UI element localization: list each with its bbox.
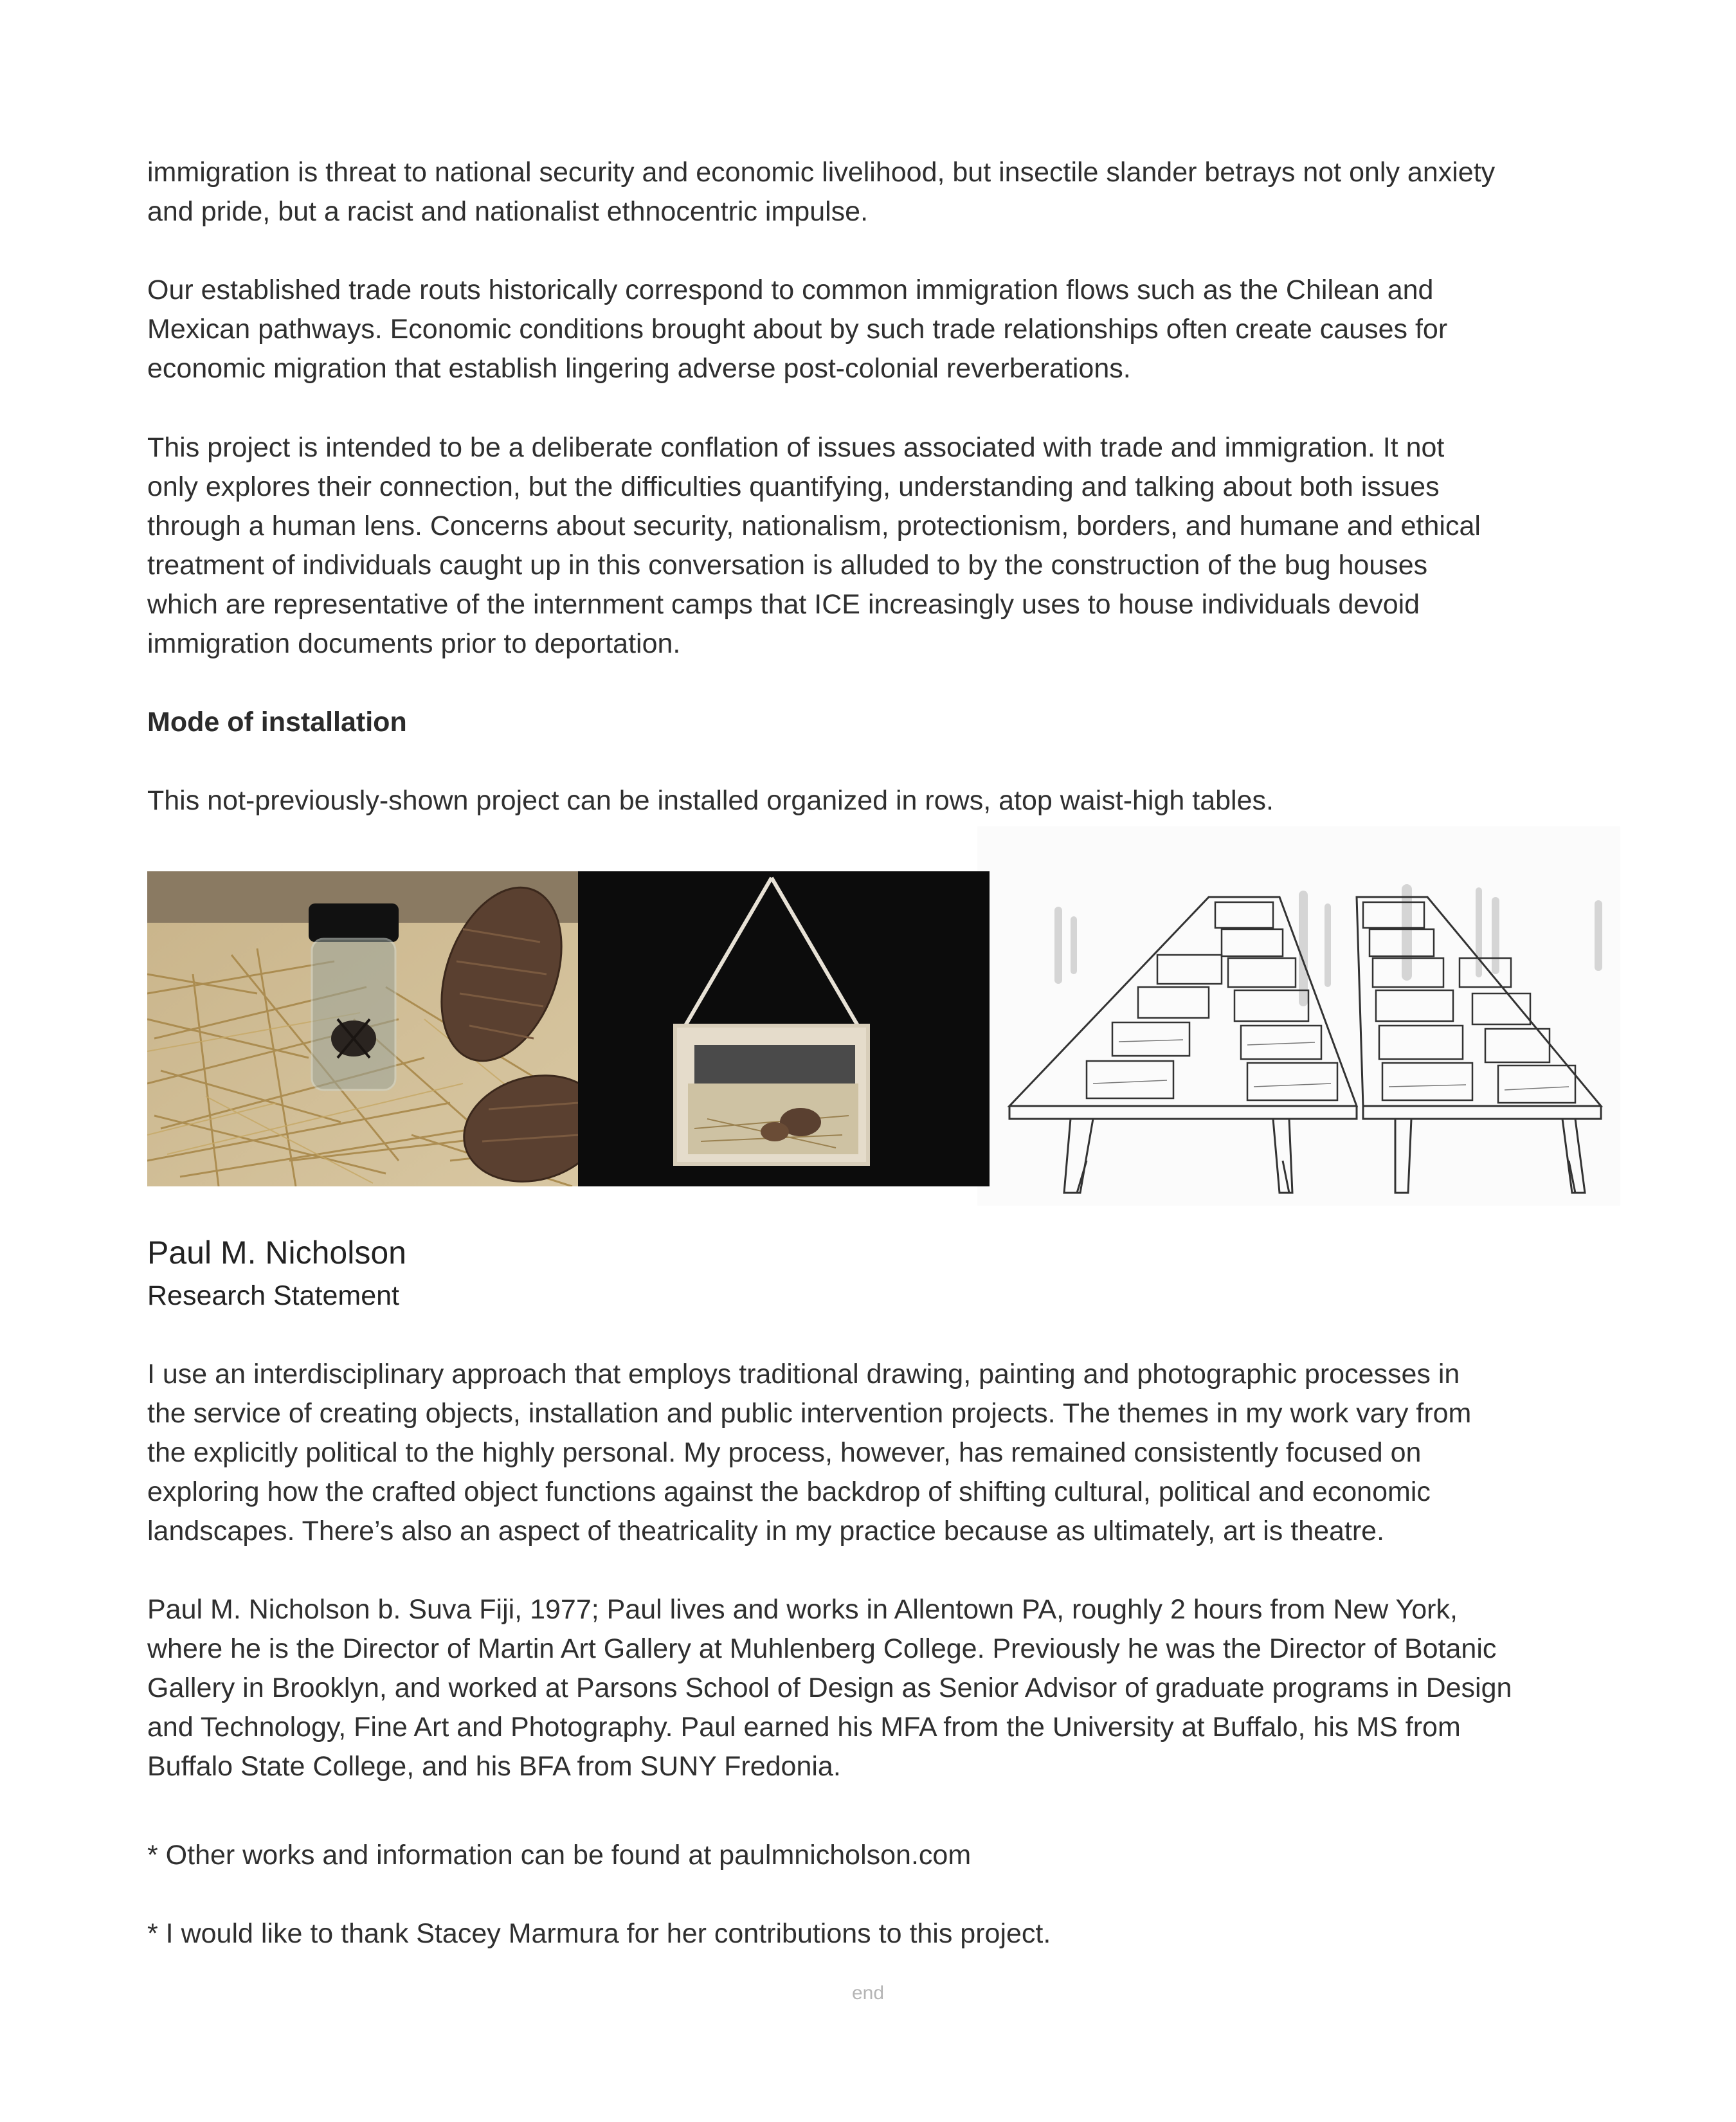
text-line: Buffalo State College, and his BFA from SUNY Fredonia. — [147, 1751, 841, 1782]
photo-bug-house — [578, 871, 990, 1186]
text-line: only explores their connection, but the difficulties quantifying, understanding and talking about both issues — [147, 471, 1440, 502]
text-line: Paul M. Nicholson b. Suva Fiji, 1977; Paul lives and works in Allentown PA, roughly 2 hours from New York, — [147, 1594, 1458, 1625]
text-line: * I would like to thank Stacey Marmura for her contributions to this project. — [147, 1918, 1051, 1949]
document-subtitle: Research Statement — [147, 1280, 399, 1311]
text-line: treatment of individuals caught up in this conversation is alluded to by the construction of the bug houses — [147, 550, 1428, 581]
text-line: landscapes. There’s also an aspect of theatricality in my practice because as ultimately, art is theatre. — [147, 1516, 1385, 1546]
note-website — [147, 1836, 1626, 1875]
text-line: which are representative of the internment camps that ICE increasingly uses to house individuals devoid — [147, 589, 1420, 620]
text-line: immigration is threat to national security and economic livelihood, but insectile slander betrays not only anxiety — [147, 157, 1496, 188]
text-line: This not-previously-shown project can be installed organized in rows, atop waist-high tables. — [147, 785, 1274, 816]
paragraph-intro — [147, 153, 1626, 231]
text-line: economic migration that establish lingering adverse post-colonial reverberations. — [147, 353, 1131, 384]
author-name: Paul M. Nicholson — [147, 1235, 406, 1271]
text-line: where he is the Director of Martin Art Gallery at Muhlenberg College. Previously he was the Director of Botanic — [147, 1633, 1497, 1664]
text-line: Gallery in Brooklyn, and worked at Parsons School of Design as Senior Advisor of graduate programs in Design — [147, 1673, 1512, 1703]
text-line: and pride, but a racist and nationalist ethnocentric impulse. — [147, 196, 869, 227]
paragraph-project — [147, 428, 1626, 664]
text-line: * Other works and information can be found at paulmnicholson.com — [147, 1840, 972, 1871]
paragraph-trade — [147, 271, 1626, 388]
paragraph-research — [147, 1355, 1626, 1551]
text-line: This project is intended to be a deliberate conflation of issues associated with trade and immigration. It not — [147, 432, 1445, 463]
installation-figure — [64, 826, 1620, 1206]
text-line: exploring how the crafted object functions against the backdrop of shifting cultural, political and economic — [147, 1476, 1431, 1507]
text-line: and Technology, Fine Art and Photography. Paul earned his MFA from the University at Buffalo, his MS from — [147, 1712, 1461, 1743]
sketch-background — [977, 826, 1620, 1206]
text-line: the explicitly political to the highly personal. My process, however, has remained consistently focused on — [147, 1437, 1422, 1468]
photo-jar-pinecones — [147, 871, 615, 1196]
text-line: immigration documents prior to deportation. — [147, 628, 681, 659]
section-heading-mode: Mode of installation — [147, 707, 407, 738]
paragraph-bio — [147, 1590, 1626, 1786]
text-line: I use an interdisciplinary approach that employs traditional drawing, painting and photographic processes in — [147, 1359, 1460, 1390]
paragraph-mode — [147, 781, 1626, 821]
note-thanks — [147, 1914, 1626, 1954]
end-marker: end — [851, 1982, 885, 2004]
text-line: the service of creating objects, installation and public intervention projects. The themes in my work vary from — [147, 1398, 1472, 1429]
text-line: Our established trade routs historically correspond to common immigration flows such as the Chilean and — [147, 275, 1434, 305]
text-line: through a human lens. Concerns about security, nationalism, protectionism, borders, and humane and ethical — [147, 511, 1481, 541]
text-line: Mexican pathways. Economic conditions brought about by such trade relationships often create causes for — [147, 314, 1448, 345]
